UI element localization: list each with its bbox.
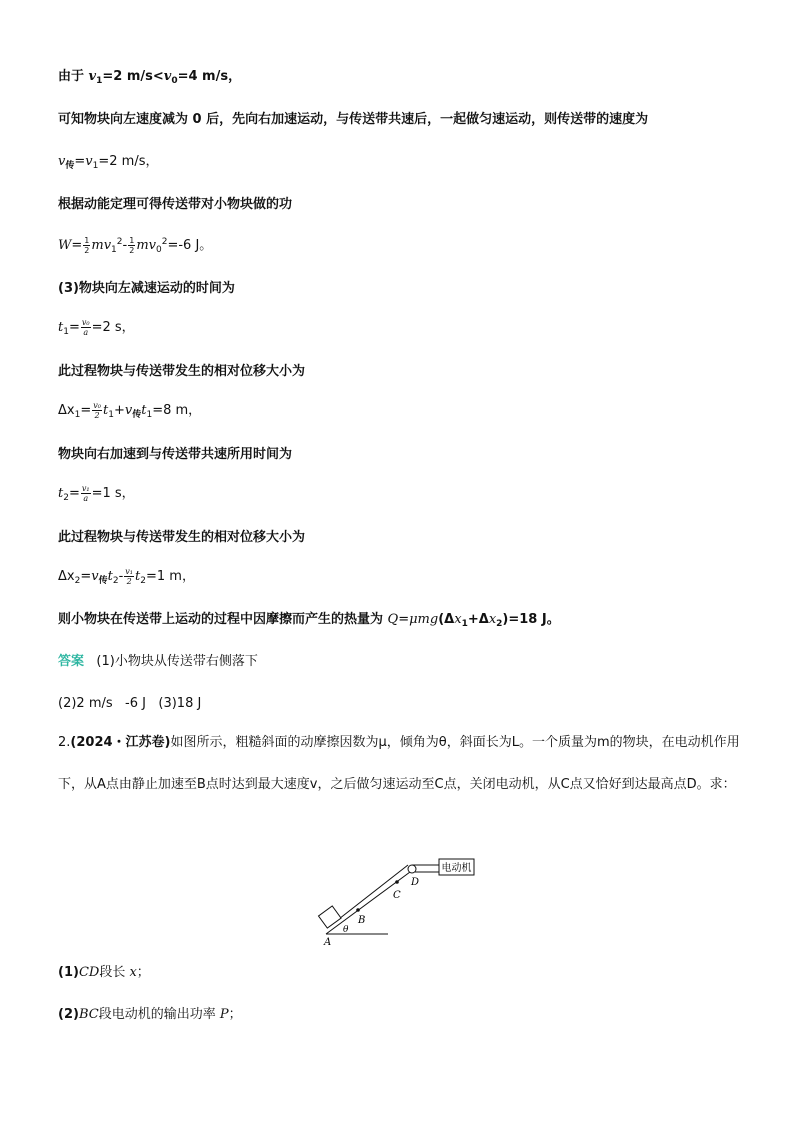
solution-line-2: 可知物块向左速度减为 0 后，先向右加速运动，与传送带共速后，一起做匀速运动，则传送带的速度为 xyxy=(58,112,649,127)
incline-figure xyxy=(312,852,482,948)
label-b: B xyxy=(358,915,366,926)
solution-line-13: $\Delta x_2=v_传t_2-$ $\frac{\text{v₁}}{2}$ $t_2=1$ m， xyxy=(58,567,195,586)
label-d: D xyxy=(411,877,420,888)
sub-question-1: (1)CD段长 x； xyxy=(58,965,150,980)
solution-line-3: $v_传=v_1=2$ m/s， xyxy=(58,154,159,171)
motor-label: 电动机 xyxy=(441,863,472,874)
solution-line-5: W= $\frac{1}{2}$ $mv_1^2-$ $\frac{1}{2}$ $mv_0^2=-6$ J。 xyxy=(58,236,213,255)
solution-line-9: $\Delta x_1=$ $\frac{\text{v₀}}{2}$ $t_1+v_传t_1=8$ m， xyxy=(58,401,202,420)
solution-line-10: 物块向右加速到与传送带共速所用时间为 xyxy=(58,447,293,462)
answer-line-1: 答案 (1)小物块从传送带右侧落下 xyxy=(58,654,258,669)
solution-line-12: 此过程物块与传送带发生的相对位移大小为 xyxy=(58,530,306,545)
solution-line-7: $t_1=$ $\frac{\text{v₀}}{a}$ =2 s， xyxy=(58,318,135,337)
pulley-icon xyxy=(408,865,416,873)
label-theta: θ xyxy=(343,925,349,935)
question-2-text: 2.(2024・江苏卷)如图所示，粗糙斜面的动摩擦因数为μ，倾角为θ，斜面长为L。一个质量为m的物块，在电动机作用下，从A点由静止加速至B点时达到最大速度v，之后做匀速运动至C点，关闭电动机，从C点又恰好到达最高点D。求： xyxy=(58,735,740,792)
answer-label: 答案 xyxy=(58,654,85,669)
solution-line-14: 则小物块在传送带上运动的过程中因摩擦而产生的热量为 $Q=\mu mg(\Delta x_1+\Delta x_2)=18$ J。 xyxy=(58,612,560,629)
answer-line-2: (2)2 m/s -6 J (3)18 J xyxy=(58,696,202,711)
solution-line-8: 此过程物块与传送带发生的相对位移大小为 xyxy=(58,364,306,379)
point-c xyxy=(395,880,399,884)
solution-line-6: (3)物块向左减速运动的时间为 xyxy=(58,281,235,296)
sub-question-2: (2)BC段电动机的输出功率 P； xyxy=(58,1007,242,1022)
label-a: A xyxy=(324,937,332,948)
point-b xyxy=(356,908,360,912)
solution-line-1: 由于 $v_1=2$ $m/s<v_0=4$ m/s， xyxy=(58,69,242,86)
label-c: C xyxy=(393,890,401,901)
solution-line-4: 根据动能定理可得传送带对小物块做的功 xyxy=(58,197,293,212)
solution-line-11: $t_2=$ $\frac{\text{v₁}}{a}$ =1 s， xyxy=(58,484,135,503)
